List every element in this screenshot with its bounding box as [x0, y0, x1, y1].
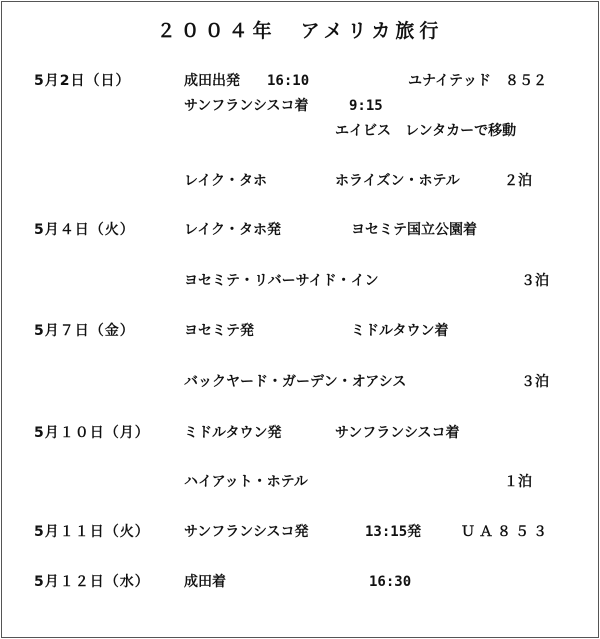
middletown-arrival: ミドルタウン着 [351, 323, 449, 339]
date-may-7: 5月７日（金） [34, 323, 135, 339]
yosemite-arrival: ヨセミテ国立公園着 [351, 222, 477, 238]
narita-departure-time: 16:10 [267, 73, 310, 89]
document-title: ２００４年 アメリカ旅行 [156, 20, 444, 42]
riverside-inn-nights: ３泊 [521, 273, 549, 289]
backyard-garden-oasis: バックヤード・ガーデン・オアシス [184, 374, 407, 390]
narita-departure: 成田出発 [184, 73, 240, 89]
hyatt-hotel: ハイアット・ホテル [184, 474, 308, 490]
sf-departure: サンフランシスコ発 [184, 524, 309, 540]
lake-tahoe-departure: レイク・タホ発 [184, 222, 282, 238]
yosemite-departure: ヨセミテ発 [184, 323, 254, 339]
avis-rental-car: エイビス レンタカーで移動 [335, 123, 517, 139]
sf-arrival-2: サンフランシスコ着 [335, 425, 460, 441]
lake-tahoe: レイク・タホ [184, 173, 268, 189]
garden-oasis-nights: ３泊 [521, 374, 549, 390]
horizon-hotel-nights: ２泊 [504, 173, 532, 189]
narita-arrival: 成田着 [184, 574, 226, 590]
date-may-12: 5月１２日（水） [34, 574, 150, 590]
sf-arrival-time: 9:15 [349, 98, 383, 114]
itinerary-document [1, 1, 599, 638]
date-may-10: 5月１０日（月） [34, 425, 150, 441]
date-may-4: 5月４日（火） [34, 222, 135, 238]
narita-arrival-time: 16:30 [369, 574, 412, 590]
date-may-11: 5月１１日（火） [34, 524, 150, 540]
horizon-hotel: ホライズン・ホテル [335, 173, 460, 189]
middletown-departure: ミドルタウン発 [184, 425, 282, 441]
sf-departure-time: 13:15発 [365, 524, 422, 540]
yosemite-riverside-inn: ヨセミテ・リバーサイド・イン [184, 273, 379, 289]
date-may-2: 5月2日（日） [34, 73, 131, 89]
sf-arrival: サンフランシスコ着 [184, 98, 309, 114]
united-flight-852: ユナイテッド ８５２ [408, 73, 548, 89]
ua-flight-853: ＵＡ８５３ [461, 524, 551, 540]
hyatt-hotel-nights: １泊 [504, 474, 532, 490]
